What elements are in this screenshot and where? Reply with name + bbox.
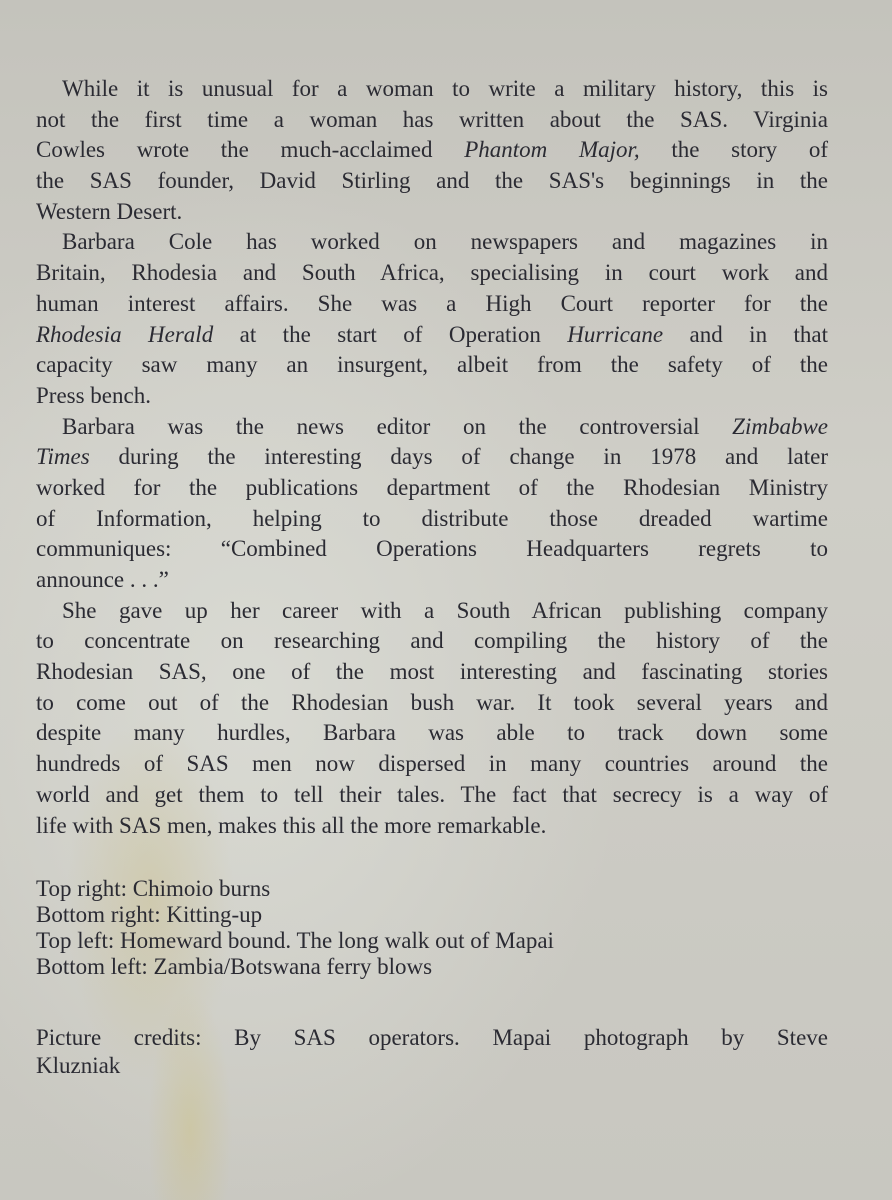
text-segment: Western Desert.: [36, 198, 183, 224]
body-text: [36, 74, 828, 841]
text-segment: of Information, helping to distribute those dreaded wartime: [36, 505, 828, 531]
text-segment: While it is unusual for a woman to write a military history, this is: [62, 76, 828, 101]
text-segment: the SAS founder, David Stirling and the SAS's beginnings in the: [36, 168, 828, 194]
text-segment: She gave up her career with a South African publishing company: [62, 597, 828, 623]
credits-line-2: Kluzniak: [36, 1053, 121, 1078]
text-line: [36, 197, 828, 228]
text-line: [36, 718, 828, 749]
text-segment: the story of: [639, 137, 829, 163]
text-line: [36, 258, 828, 289]
paragraph: [36, 74, 828, 227]
text-line: [36, 688, 828, 719]
text-segment: Rhodesian SAS, one of the most interesting and fascinating stories: [36, 659, 828, 685]
text-line: [36, 780, 828, 811]
text-segment: human interest affairs. She was a High Court reporter for the: [36, 290, 828, 316]
text-line: [36, 289, 828, 320]
text-segment: Cowles wrote the much-acclaimed: [36, 137, 465, 163]
text-line: [36, 811, 828, 842]
text-segment: Press bench.: [36, 382, 151, 408]
text-segment: and in that: [663, 321, 828, 347]
text-line: [36, 504, 828, 535]
caption-bottom-right: Bottom right: Kitting-up: [36, 902, 263, 927]
text-line: [36, 749, 828, 780]
text-line: [36, 135, 828, 166]
text-line: [36, 657, 828, 688]
italic-title: Hurricane: [567, 321, 664, 347]
text-segment: announce . . .”: [36, 567, 169, 592]
text-line: [36, 534, 828, 565]
italic-title: Rhodesia Herald: [36, 321, 214, 347]
text-segment: at the start of Operation: [213, 321, 568, 347]
paragraph: [36, 227, 828, 411]
text-line: [36, 350, 828, 381]
text-line: [36, 412, 828, 443]
caption-bottom-left: Bottom left: Zambia/Botswana ferry blows: [36, 954, 433, 979]
text-segment: hundreds of SAS men now dispersed in many countries around the: [36, 751, 828, 777]
text-segment: Britain, Rhodesia and South Africa, specialising in court work and: [36, 260, 828, 286]
paragraph: [36, 596, 828, 842]
photo-captions: [36, 876, 554, 980]
picture-credits: [36, 1024, 828, 1080]
text-segment: Barbara was the news editor on the controversial: [62, 413, 733, 439]
text-segment: during the interesting days of change in 1978 and later: [89, 444, 828, 470]
text-segment: not the first time a woman has written about the SAS. Virginia: [36, 106, 828, 132]
text-segment: capacity saw many an insurgent, albeit from the safety of the: [36, 352, 828, 378]
text-line: [36, 442, 828, 473]
text-segment: Barbara Cole has worked on newspapers and magazines in: [62, 229, 828, 255]
text-line: [36, 381, 828, 412]
italic-title: Times: [36, 444, 90, 470]
text-line: [36, 74, 828, 105]
text-line: [36, 596, 828, 627]
caption-top-left: Top left: Homeward bound. The long walk out of Mapai: [36, 928, 554, 953]
text-line: [36, 473, 828, 504]
text-segment: to concentrate on researching and compiling the history of the: [36, 628, 828, 654]
text-segment: to come out of the Rhodesian bush war. It took several years and: [36, 689, 828, 715]
text-segment: worked for the publications department of the Rhodesian Ministry: [36, 474, 828, 500]
paragraph: [36, 412, 828, 596]
italic-title: Phantom Major,: [464, 137, 640, 163]
text-line: [36, 166, 828, 197]
text-line: [36, 626, 828, 657]
text-line: [36, 105, 828, 136]
text-line: [36, 565, 828, 596]
text-line: [36, 227, 828, 258]
text-segment: life with SAS men, makes this all the more remarkable.: [36, 812, 547, 838]
text-segment: despite many hurdles, Barbara was able to track down some: [36, 720, 828, 746]
credits-line-1: Picture credits: By SAS operators. Mapai photograph by Steve: [36, 1025, 828, 1050]
text-line: [36, 320, 828, 351]
text-segment: world and get them to tell their tales. The fact that secrecy is a way of: [36, 781, 828, 807]
italic-title: Zimbabwe: [732, 413, 828, 439]
text-segment: communiques: “Combined Operations Headquarters regrets to: [36, 536, 828, 562]
caption-top-right: Top right: Chimoio burns: [36, 876, 271, 901]
